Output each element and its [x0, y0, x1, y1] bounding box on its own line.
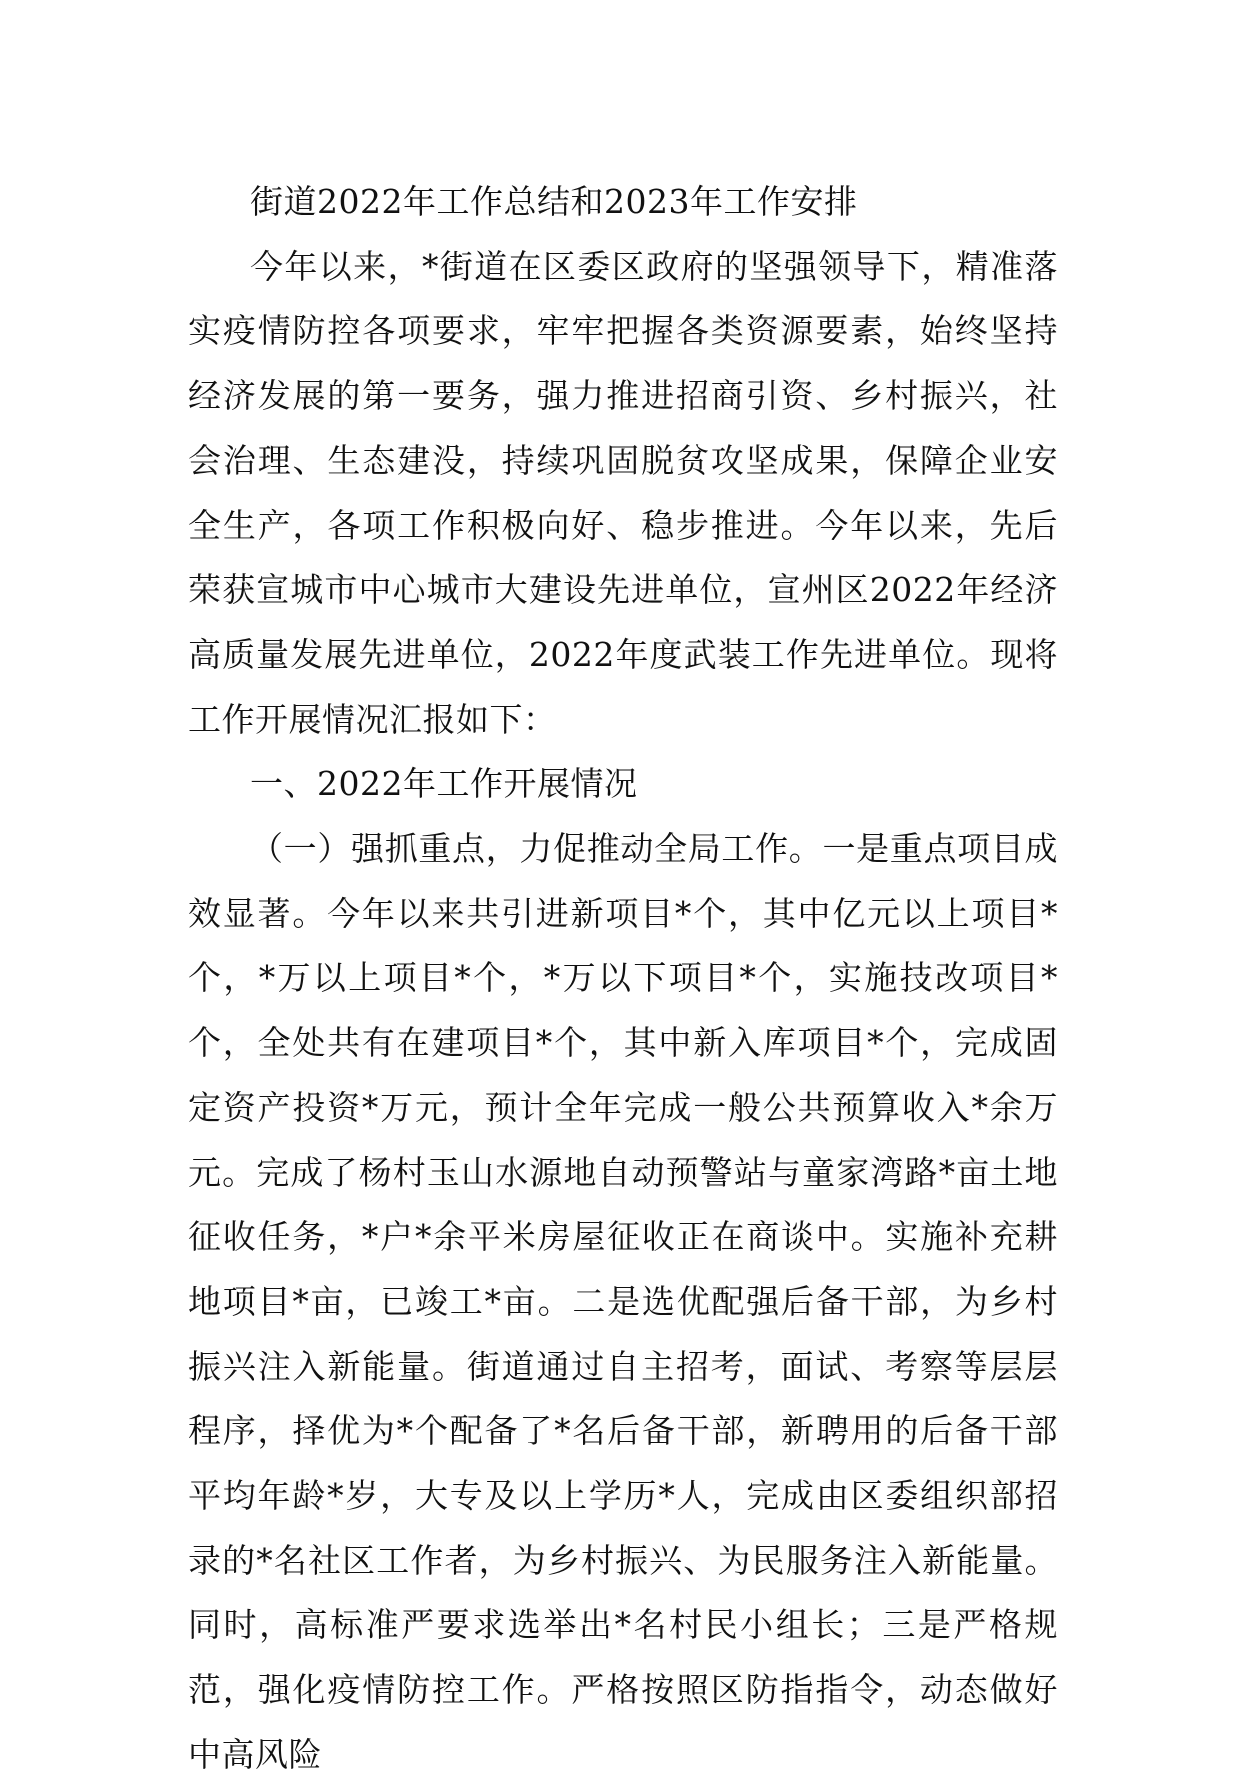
intro-paragraph: 今年以来，*街道在区委区政府的坚强领导下，精准落实疫情防控各项要求，牢牢把握各类资源要素，始终坚持经济发展的第一要务，强力推进招商引资、乡村振兴，社会治理、生态建没，持续巩固脱贫攻坚成果，保障企业安全生产，各项工作积极向好、稳步推进。今年以来，先后荣获宣城市中心城市大建设先进单位，宣州区2022年经济高质量发展先进单位，2022年度武装工作先进单位。现将工作开展情况汇报如下： [188, 246, 1058, 739]
section-paragraph: （一）强抓重点，力促推动全局工作。一是重点项目成效显著。今年以来共引进新项目*个，其中亿元以上项目*个，*万以上项目*个，*万以下项目*个，实施技改项目*个，全处共有在建项目*个，其中新入库项目*个，完成固定资产投资*万元，预计全年完成一般公共预算收入*余万元。完成了杨村玉山水源地自动预警站与童家湾路*亩土地征收任务，*户*余平米房屋征收正在商谈中。实施补充耕地项目*亩，已竣工*亩。二是选优配强后备干部，为乡村振兴注入新能量。街道通过自主招考，面试、考察等层层程序，择优为*个配备了*名后备干部，新聘用的后备干部平均年龄*岁，大专及以上学历*人，完成由区委组织部招录的*名社区工作者，为乡村振兴、为民服务注入新能量。同时，高标准严要求选举出*名村民小组长；三是严格规范，强化疫情防控工作。严格按照区防指指令，动态做好中高风险 [188, 829, 1059, 1774]
document-body [188, 170, 1058, 1788]
section-heading: 一、2022年工作开展情况 [250, 764, 638, 804]
document-title: 街道2022年工作总结和2023年工作安排 [250, 182, 858, 221]
